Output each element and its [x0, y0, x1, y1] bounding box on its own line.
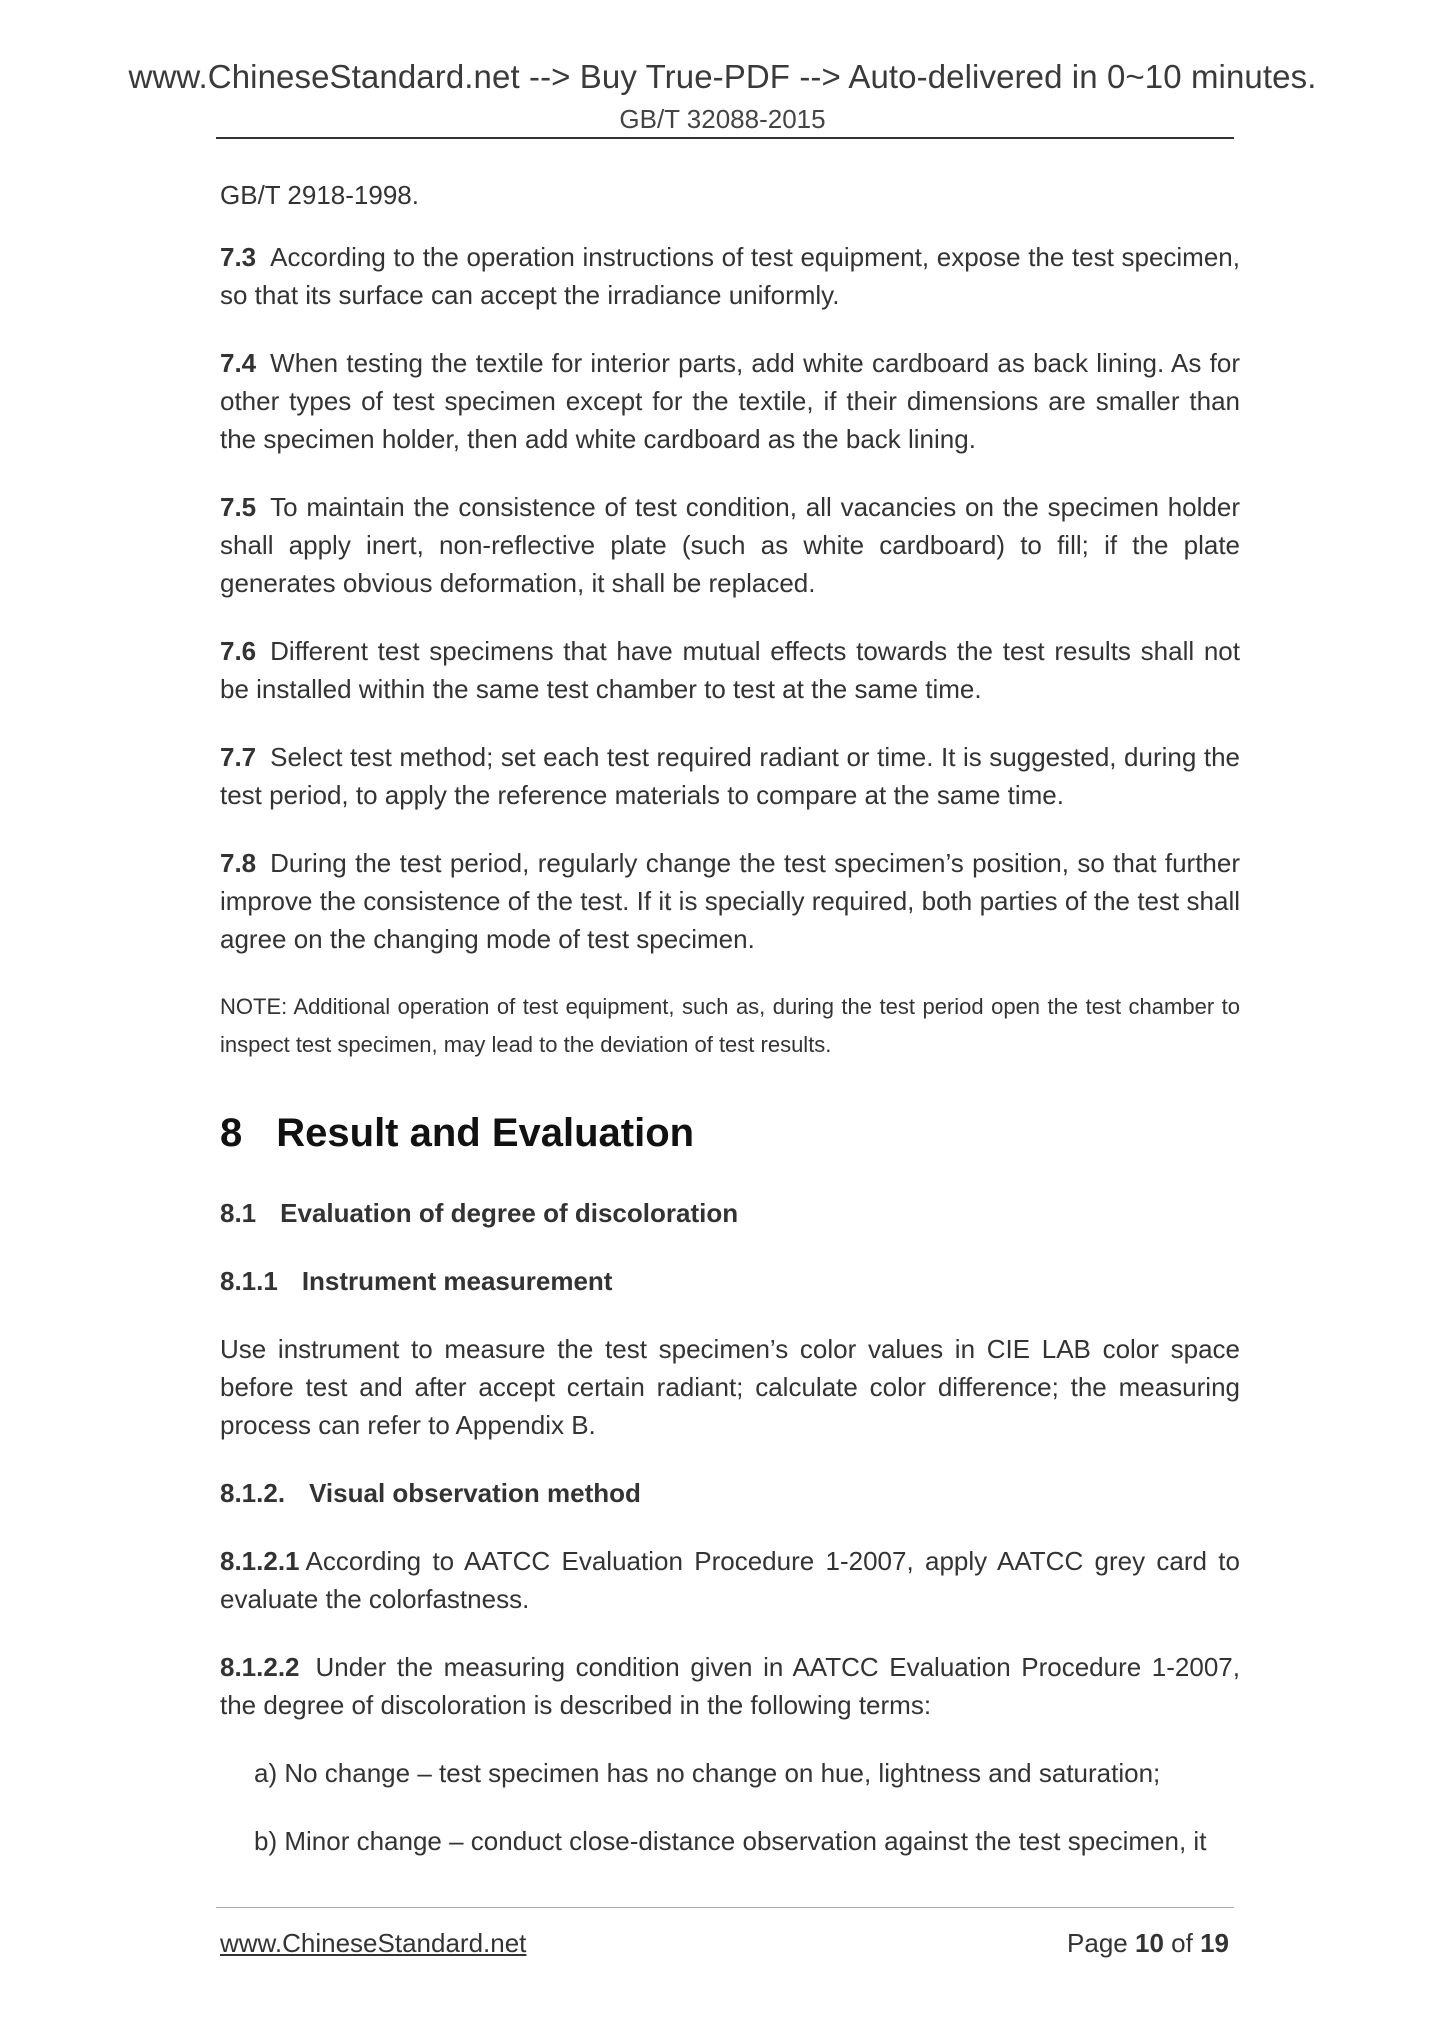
- page-indicator: [1067, 1928, 1229, 1959]
- clause-text: During the test period, regularly change the test specimen’s position, so that further improve the consistence of the test. If it is specially required, both parties of the test shall agree on the changing mode of test specimen.: [220, 848, 1240, 954]
- clause-number: 7.6: [220, 636, 257, 666]
- section-title: Instrument measurement: [301, 1266, 613, 1296]
- section-number: 8.1.2.: [220, 1478, 286, 1508]
- clause-7-8: [220, 844, 1240, 958]
- page-of: of: [1171, 1928, 1193, 1958]
- footer-divider: [216, 1907, 1234, 1908]
- clause-7-6: [220, 632, 1240, 708]
- page-label: Page: [1067, 1928, 1128, 1958]
- section-8-1-heading: [220, 1194, 1240, 1232]
- clause-7-3: [220, 238, 1240, 314]
- clause-number: 8.1.2.2: [220, 1652, 300, 1682]
- page-current: 10: [1135, 1928, 1164, 1958]
- clause-text: According to the operation instructions of test equipment, expose the test specimen, so that its surface can accept the irradiance uniformly.: [220, 242, 1240, 310]
- clause-number: 8.1.2.1: [220, 1546, 300, 1576]
- continuation-text: GB/T 2918-1998.: [220, 180, 419, 210]
- clause-number: 7.8: [220, 848, 257, 878]
- section-title: Evaluation of degree of discoloration: [280, 1198, 739, 1228]
- clause-7-5: [220, 488, 1240, 602]
- clause-number: 7.4: [220, 348, 257, 378]
- clause-number: 7.3: [220, 242, 257, 272]
- section-8-1-2-heading: [220, 1474, 1240, 1512]
- clause-7-4: [220, 344, 1240, 458]
- page-content: [220, 176, 1240, 1890]
- section-number: 8: [220, 1111, 243, 1155]
- clause-text: According to AATCC Evaluation Procedure 1-2007, apply AATCC grey card to evaluate the colorfastness.: [220, 1546, 1240, 1614]
- clause-text: Under the measuring condition given in AATCC Evaluation Procedure 1-2007, the degree of discoloration is described in the following terms:: [220, 1652, 1240, 1720]
- clause-text: Select test method; set each test required radiant or time. It is suggested, during the test period, to apply the reference materials to compare at the same time.: [220, 742, 1240, 810]
- section-number: 8.1: [220, 1198, 257, 1228]
- clause-8-1-2-1: [220, 1542, 1240, 1618]
- document-code: GB/T 32088-2015: [619, 104, 826, 134]
- clause-8-1-2-2: [220, 1648, 1240, 1724]
- page-total: 19: [1200, 1928, 1229, 1958]
- list-item-a: a) No change – test specimen has no change on hue, lightness and saturation;: [254, 1758, 1161, 1788]
- list-item-b: b) Minor change – conduct close-distance observation against the test specimen, it: [254, 1826, 1207, 1856]
- clause-number: 7.7: [220, 742, 257, 772]
- clause-text: When testing the textile for interior parts, add white cardboard as back lining. As for other types of test specimen except for the textile, if their dimensions are smaller than the specimen holder, then add white cardboard as the back lining.: [220, 348, 1240, 454]
- header-divider: [216, 137, 1234, 139]
- section-number: 8.1.1: [220, 1266, 278, 1296]
- section-title: Visual observation method: [309, 1478, 641, 1508]
- clause-8-1-1-text: Use instrument to measure the test specimen’s color values in CIE LAB color space before test and after accept certain radiant; calculate color difference; the measuring process can refer to Appendix B.: [220, 1334, 1240, 1440]
- clause-number: 7.5: [220, 492, 257, 522]
- header-banner: www.ChineseStandard.net --> Buy True-PDF --> Auto-delivered in 0~10 minutes.: [128, 58, 1317, 95]
- clause-7-7: [220, 738, 1240, 814]
- section-8-1-1-heading: [220, 1262, 1240, 1300]
- section-title: Result and Evaluation: [276, 1111, 695, 1155]
- footer-website-link[interactable]: www.ChineseStandard.net: [220, 1928, 527, 1958]
- note-text: NOTE: Additional operation of test equipment, such as, during the test period open the test chamber to inspect test specimen, may lead to the deviation of test results.: [220, 994, 1240, 1057]
- section-8-heading: [220, 1108, 1240, 1158]
- clause-text: Different test specimens that have mutual effects towards the test results shall not be installed within the same test chamber to test at the same time.: [220, 636, 1240, 704]
- clause-text: To maintain the consistence of test condition, all vacancies on the specimen holder shall apply inert, non-reflective plate (such as white cardboard) to fill; if the plate generates obvious deformation, it shall be replaced.: [220, 492, 1240, 598]
